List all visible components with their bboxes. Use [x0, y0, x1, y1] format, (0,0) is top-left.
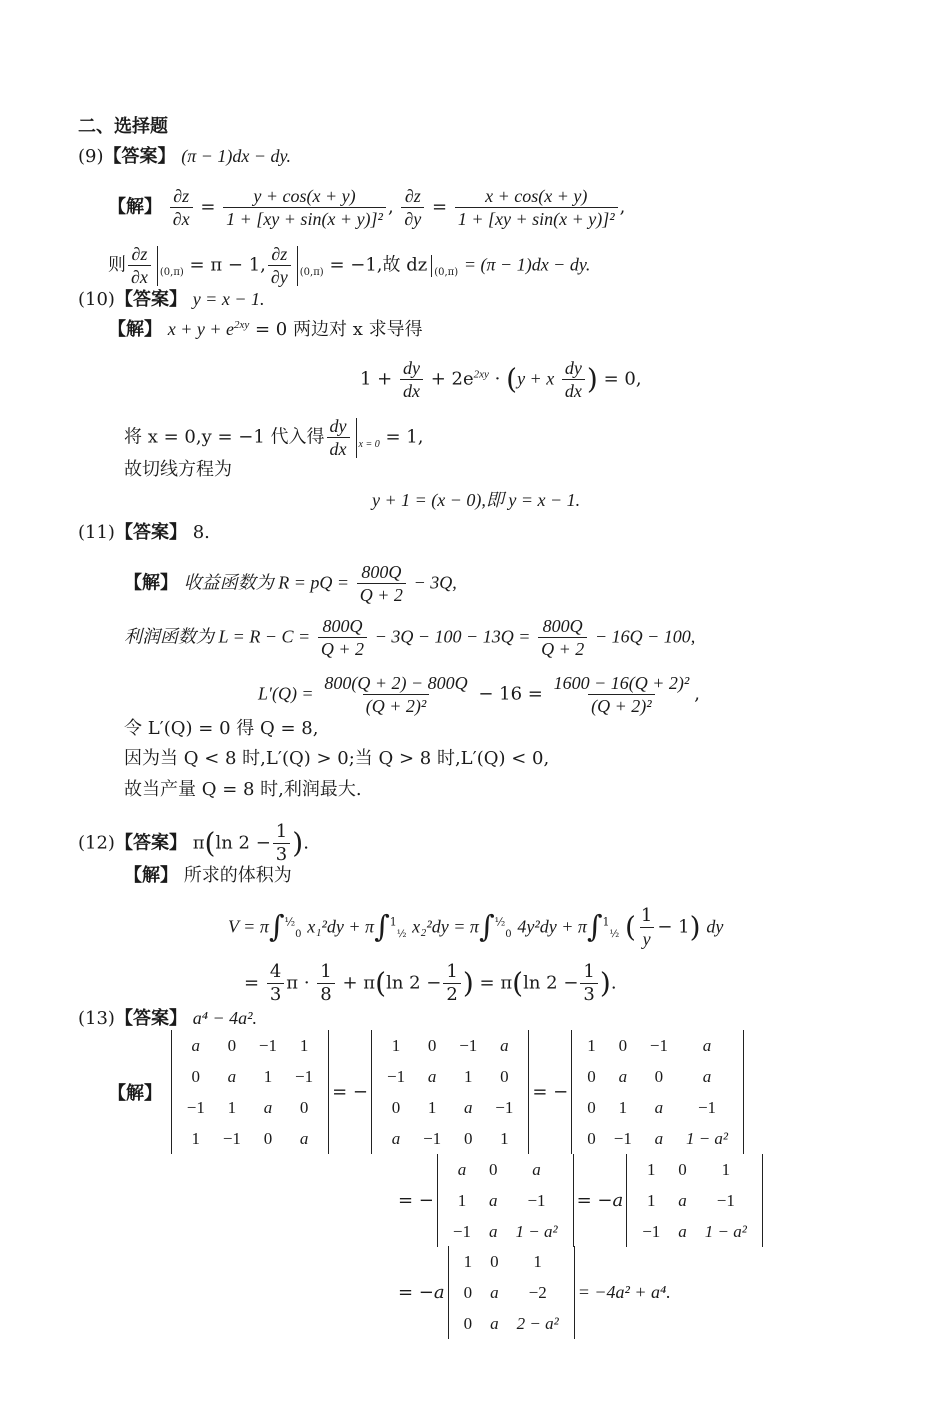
matrix-cell: 0: [587, 1097, 596, 1117]
q10-substitution-line: 将 x = 0,y = −1 代入得 $\frac{dy}{dx}$ $_{x = 0}$ = 1,: [124, 416, 424, 459]
matrix-cell: a: [299, 1128, 309, 1148]
q10-answer: y = x − 1.: [192, 289, 265, 309]
matrix-cell: −1: [459, 1035, 478, 1055]
matrix-cell: a: [678, 1221, 687, 1241]
q11-answer: 8.: [192, 522, 210, 543]
q13-determinant-row2: = − a 0 a 1 a −1 −1 a 1 − a² = −a 1 0 1 1 a −1 −1 a 1 − a²: [398, 1154, 766, 1247]
determinant-2: [371, 1030, 529, 1154]
matrix-cell: −1: [495, 1097, 514, 1117]
matrix-row: [578, 1123, 737, 1154]
matrix-cell: 0: [490, 1251, 499, 1271]
matrix-row: [378, 1061, 522, 1092]
matrix-row: [444, 1216, 567, 1247]
matrix-cell: 0: [587, 1066, 596, 1086]
answer-label: 【答案】: [103, 146, 176, 167]
matrix-cell: 0: [463, 1128, 473, 1148]
matrix-row: [633, 1154, 756, 1185]
q9-partial-y: $\frac{\partial z}{\partial y}$: [401, 186, 424, 229]
matrix-cell: 1: [618, 1097, 628, 1117]
matrix-cell: 1: [299, 1035, 309, 1055]
matrix-cell: a: [618, 1066, 628, 1086]
matrix-cell: −1: [642, 1221, 661, 1241]
q13-answer: a⁴ − 4a².: [192, 1008, 257, 1028]
q10-derivative-equation: 1 + $\frac{dy}{dx}$ + $2e^{2xy} \cdot (y + x$ $\frac{dy}{dx}$ ) = 0,: [360, 358, 642, 401]
q11-line-a: 令 L′(Q) = 0 得 Q = 8,: [124, 718, 319, 739]
solution-label: 【解】: [108, 196, 162, 218]
matrix-cell: a: [654, 1097, 664, 1117]
matrix-cell: a: [463, 1097, 473, 1117]
matrix-cell: 0: [463, 1282, 473, 1302]
matrix-cell: 0: [488, 1159, 498, 1179]
matrix-cell: −1: [527, 1190, 546, 1210]
matrix-cell: 0: [227, 1035, 237, 1055]
matrix-cell: 1: [191, 1128, 201, 1148]
matrix-cell: a: [488, 1190, 498, 1210]
q9-number: (9): [78, 146, 104, 167]
matrix-row: [378, 1123, 522, 1154]
matrix-cell: a: [490, 1282, 499, 1302]
matrix-cell: a: [191, 1035, 201, 1055]
determinant-5: [626, 1154, 763, 1247]
q10-tangent-equation: y + 1 = (x − 0),即 y = x − 1.: [372, 490, 581, 510]
determinant-6: [448, 1246, 575, 1339]
matrix-cell: −1: [222, 1128, 241, 1148]
q12-volume-label: 【解】 所求的体积为: [124, 865, 292, 886]
q9-fraction-2: $\frac{x + \cos(x + y)}{\text{1 + [xy + sin(x + y)]²}}$: [455, 186, 618, 229]
matrix-row: [178, 1092, 322, 1123]
q11-line-c: 故当产量 Q = 8 时,利润最大.: [124, 779, 362, 800]
matrix-cell: 0: [500, 1066, 509, 1086]
matrix-cell: −1: [613, 1128, 632, 1148]
matrix-row: [455, 1246, 568, 1277]
matrix-cell: 0: [391, 1097, 401, 1117]
matrix-cell: 0: [587, 1128, 596, 1148]
matrix-cell: 1: [427, 1097, 437, 1117]
matrix-row: [178, 1123, 322, 1154]
q9-answer-line: [78, 145, 291, 168]
matrix-cell: 1: [533, 1251, 542, 1271]
matrix-cell: −1: [423, 1128, 442, 1148]
matrix-cell: a: [702, 1035, 712, 1055]
matrix-cell: −1: [649, 1035, 668, 1055]
matrix-cell: 1: [587, 1035, 596, 1055]
matrix-row: [578, 1030, 737, 1061]
matrix-cell: 0: [618, 1035, 628, 1055]
matrix-cell: −1: [295, 1066, 314, 1086]
q13-determinant-row3: = −a 1 0 1 0 a −2 0 a 2 − a² = −4a² + a⁴.: [398, 1246, 671, 1339]
matrix-cell: −1: [716, 1190, 735, 1210]
matrix-row: [578, 1061, 737, 1092]
matrix-cell: a: [457, 1159, 467, 1179]
matrix-row: [444, 1185, 567, 1216]
determinant-4: [437, 1154, 574, 1247]
q10-solution-line1: 【解】 $x + y + e^{2xy} = 0$ 两边对 x 求导得: [108, 319, 423, 340]
matrix-cell: a: [678, 1190, 687, 1210]
matrix-row: [178, 1030, 322, 1061]
q11-answer-line: (11)【答案】 8.: [78, 522, 210, 543]
matrix-cell: 0: [427, 1035, 437, 1055]
matrix-cell: −1: [452, 1221, 471, 1241]
matrix-cell: −2: [528, 1282, 547, 1302]
q12-volume-integral: V = π∫$^{\frac{1}{2}}_0$ x₁²dy + π∫$^1_{\frac{1}{2}}$ x₂²dy = π∫$^{\frac{1}{2}}_0$ 4y²dy + π∫$^1_{\frac{1}{2}}$ ( $\frac{1}{y}$ − 1) dy: [228, 905, 724, 949]
q11-derivative-line: L′(Q) = $\frac{800(Q + 2) - 800Q}{\text{(Q + 2)²}}$ − 16 = $\frac{\text{1600 − 16(Q + 2)²}}{\text{(Q + 2)²}}$ ,: [258, 673, 701, 716]
q9-solution-line1: 【解】 $\frac{\partial z}{\partial x}$ = $\frac{y + \cos(x + y)}{\text{1 + [xy + sin(x + y)]²}}$ , $\frac{\partial z}{\partial y}$ = $\frac{x + \cos(x + y)}{\text{1 + [xy + sin(x + y)]²}}$ ,: [108, 186, 626, 229]
matrix-cell: 1: [721, 1159, 731, 1179]
matrix-cell: a: [490, 1313, 499, 1333]
matrix-cell: a: [488, 1221, 498, 1241]
matrix-cell: 1: [457, 1190, 467, 1210]
matrix-row: [378, 1092, 522, 1123]
matrix-row: [455, 1277, 568, 1308]
matrix-cell: a: [263, 1097, 273, 1117]
matrix-cell: 0: [678, 1159, 687, 1179]
q12-volume-result: = $\frac{4}{3}$ π · $\frac{1}{8}$ + π(ln 2 − $\frac{1}{2}$ ) = π(ln 2 − $\frac{1}{3}$ ).: [244, 961, 617, 1005]
q13-answer-line: (13)【答案】 a⁴ − 4a².: [78, 1008, 257, 1029]
matrix-cell: 1: [646, 1190, 656, 1210]
matrix-cell: a: [500, 1035, 509, 1055]
matrix-row: [444, 1154, 567, 1185]
matrix-row: [178, 1061, 322, 1092]
matrix-cell: a: [654, 1128, 664, 1148]
matrix-cell: 0: [299, 1097, 309, 1117]
matrix-cell: a: [427, 1066, 437, 1086]
q10-tangent-label: 故切线方程为: [124, 459, 232, 480]
determinant-3: [571, 1030, 744, 1154]
matrix-cell: 1: [227, 1097, 237, 1117]
matrix-cell: 1 − a²: [515, 1221, 558, 1241]
q13-determinant-row1: 【解】 a 0 −1 1 0 a 1 −1 −1 1 a 0 1 −1 0 a = − 1 0 −1 a −1 a 1 0 0 1 a −1 a −1 0 1 = − 1 0 −1 a 0 a 0 a 0 1 a −1 0 −1 a 1 − a²: [108, 1030, 747, 1154]
determinant-1: [171, 1030, 329, 1154]
matrix-cell: a: [532, 1159, 541, 1179]
matrix-cell: 0: [263, 1128, 273, 1148]
q9-solution-line2: 则 $\frac{\partial z}{\partial x}$ $_{(0,\pi)}$ = π − 1, $\frac{\partial z}{\partial y}$ $_{(0,\pi)}$ = −1,故 dz $_{(0,\pi)}$ = (π − 1)dx − dy.: [108, 244, 591, 287]
matrix-cell: 0: [463, 1313, 473, 1333]
q12-answer-line: (12)【答案】 π(ln 2 − $\frac{1}{3}$ ).: [78, 821, 309, 865]
matrix-cell: 1: [391, 1035, 401, 1055]
matrix-cell: a: [227, 1066, 237, 1086]
q11-profit-line: 利润函数为 L = R − C = $\frac{800Q}{Q + 2}$ − 3Q − 100 − 13Q = $\frac{800Q}{Q + 2}$ − 16Q − 100,: [124, 616, 696, 659]
matrix-cell: −1: [258, 1035, 278, 1055]
matrix-cell: a: [702, 1066, 712, 1086]
q9-partial-x: $\frac{\partial z}{\partial x}$: [170, 186, 193, 229]
matrix-cell: −1: [186, 1097, 205, 1117]
matrix-cell: 1: [263, 1066, 273, 1086]
matrix-row: [633, 1216, 756, 1247]
matrix-cell: 1 − a²: [704, 1221, 747, 1241]
matrix-cell: −1: [697, 1097, 717, 1117]
q13-final-result: = −4a² + a⁴.: [577, 1282, 671, 1302]
matrix-cell: 0: [654, 1066, 664, 1086]
matrix-cell: 0: [191, 1066, 201, 1086]
matrix-cell: 1: [463, 1066, 473, 1086]
q11-line-b: 因为当 Q < 8 时,L′(Q) > 0;当 Q > 8 时,L′(Q) < 0,: [124, 748, 550, 769]
q9-answer: (π − 1)dx − dy.: [181, 146, 292, 166]
matrix-cell: a: [391, 1128, 401, 1148]
matrix-cell: 1: [500, 1128, 509, 1148]
q9-fraction-1: $\frac{y + \cos(x + y)}{\text{1 + [xy + sin(x + y)]²}}$: [223, 186, 386, 229]
matrix-cell: 1: [646, 1159, 656, 1179]
section-title: 二、选择题: [78, 116, 168, 137]
matrix-row: [378, 1030, 522, 1061]
q11-revenue-line: 【解】 收益函数为 R = pQ = $\frac{800Q}{Q + 2}$ − 3Q,: [124, 562, 457, 605]
matrix-cell: −1: [387, 1066, 406, 1086]
matrix-cell: 1: [463, 1251, 473, 1271]
matrix-row: [455, 1308, 568, 1339]
matrix-cell: 1 − a²: [685, 1128, 729, 1148]
matrix-row: [578, 1092, 737, 1123]
matrix-row: [633, 1185, 756, 1216]
q10-answer-line: (10)【答案】 y = x − 1.: [78, 289, 265, 310]
matrix-cell: 2 − a²: [516, 1313, 559, 1333]
